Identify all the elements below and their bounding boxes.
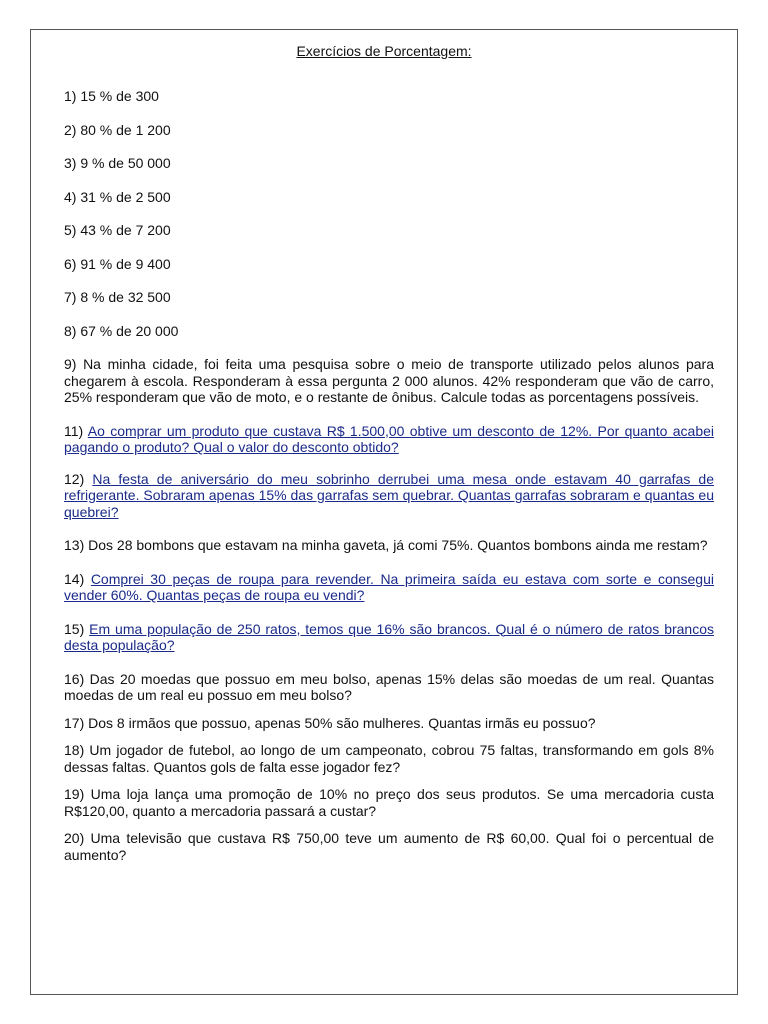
exercise-11-number: 11) <box>64 422 88 439</box>
page-title <box>0 43 768 60</box>
exercise-17: 17) Dos 8 irmãos que possuo, apenas 50% são mulheres. Quantas irmãs eu possuo? <box>64 714 596 731</box>
exercise-20: 20) Uma televisão que custava R$ 750,00 teve um aumento de R$ 60,00. Qual foi o percentual de aumento? <box>64 830 714 863</box>
exercise-18: 18) Um jogador de futebol, ao longo de um campeonato, cobrou 75 faltas, transformando em gols 8% dessas faltas. Quantos gols de falta esse jogador fez? <box>64 742 714 775</box>
exercise-15 <box>64 621 714 654</box>
exercise-2: 2) 80 % de 1 200 <box>64 121 171 138</box>
exercise-12-number: 12) <box>64 470 93 487</box>
exercise-list <box>64 88 714 863</box>
exercise-9: 9) Na minha cidade, foi feita uma pesquisa sobre o meio de transporte utilizado pelos alunos para chegarem à escola. Responderam à essa pergunta 2 000 alunos. 42% responderam que vão de carro, 25% responderam que vão de moto, e o restante de ônibus. Calcule todas as porcentagens possíveis. <box>64 356 714 405</box>
exercise-15-link[interactable]: Em uma população de 250 ratos, temos que 16% são brancos. Qual é o número de ratos brancos desta população? <box>64 620 715 653</box>
exercise-1: 1) 15 % de 300 <box>64 88 159 104</box>
exercise-15-number: 15) <box>64 620 90 637</box>
exercise-5: 5) 43 % de 7 200 <box>64 222 171 238</box>
exercise-13: 13) Dos 28 bombons que estavam na minha gaveta, já comi 75%. Quantos bombons ainda me restam? <box>64 537 708 553</box>
exercise-11-link[interactable]: Ao comprar um produto que custava R$ 1.500,00 obtive um desconto de 12%. Por quanto acabei pagando o produto? Qual o valor do desconto obtido? <box>64 422 714 455</box>
page-title-text: Exercícios de Porcentagem: <box>296 43 472 59</box>
exercise-19: 19) Uma loja lança uma promoção de 10% no preço dos seus produtos. Se uma mercadoria custa R$120,00, quanto a mercadoria passará a custar? <box>64 786 714 819</box>
exercise-3: 3) 9 % de 50 000 <box>64 155 171 171</box>
exercise-14-link[interactable]: Comprei 30 peças de roupa para revender. Na primeira saída eu estava com sorte e consegui vender 60%. Quantas peças de roupa eu vendi? <box>64 570 714 603</box>
exercise-16: 16) Das 20 moedas que possuo em meu bolso, apenas 15% delas são moedas de um real. Quantas moedas de um real eu possuo em meu bolso? <box>64 670 714 703</box>
exercise-14-number: 14) <box>64 570 91 587</box>
exercise-14 <box>64 571 714 604</box>
exercise-12 <box>64 471 714 521</box>
exercise-11 <box>64 423 714 456</box>
exercise-12-link[interactable]: Na festa de aniversário do meu sobrinho derrubei uma mesa onde estavam 40 garrafas de refrigerante. Sobraram apenas 15% das garrafas sem quebrar. Quantas garrafas sobraram e quantas eu quebrei? <box>64 470 715 520</box>
exercise-7: 7) 8 % de 32 500 <box>64 289 171 305</box>
exercise-6: 6) 91 % de 9 400 <box>64 255 171 272</box>
exercise-8: 8) 67 % de 20 000 <box>64 322 179 339</box>
exercise-4: 4) 31 % de 2 500 <box>64 188 171 205</box>
